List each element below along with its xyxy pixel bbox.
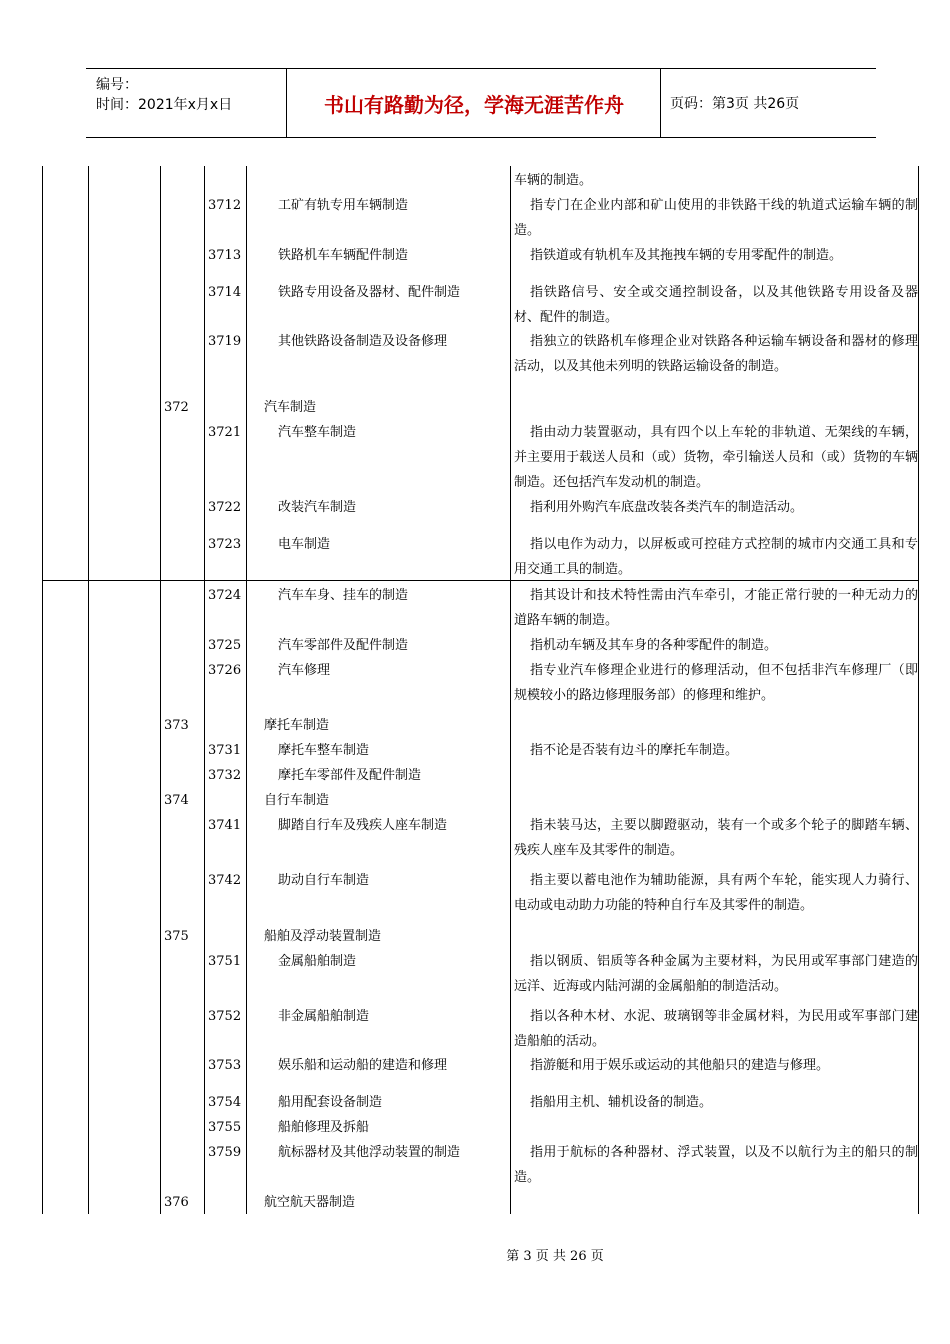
row-description: 指以钢质、铝质等各种金属为主要材料，为民用或军事部门建造的远洋、近海或内陆河湖的金属船舶的制造活动。 <box>514 954 918 994</box>
row-name: 船舶及浮动装置制造 <box>264 929 382 944</box>
page-header <box>86 68 876 138</box>
row-code: 3725 <box>208 638 242 653</box>
row-code: 3719 <box>208 334 242 349</box>
row-name: 航标器材及其他浮动装置的制造 <box>278 1145 461 1160</box>
row-description: 指由动力装置驱动，具有四个以上车轮的非轨道、无架线的车辆，并主要用于载送人员和（或）货物，牵引输送人员和（或）货物的车辆制造。还包括汽车发动机的制造。 <box>514 425 918 490</box>
row-subclass-code: 375 <box>164 929 189 944</box>
row-name: 航空航天器制造 <box>264 1195 356 1210</box>
row-description: 指未装马达，主要以脚蹬驱动，装有一个或多个轮子的脚踏车辆、残疾人座车及其零件的制造。 <box>514 818 918 858</box>
row-code: 3751 <box>208 954 242 969</box>
row-name: 铁路专用设备及器材、配件制造 <box>278 285 461 300</box>
column-divider <box>88 166 89 1214</box>
header-divider <box>286 69 287 137</box>
row-name: 电车制造 <box>278 537 331 552</box>
header-time: 时间：2021年x月x日 <box>96 97 233 113</box>
row-code: 3724 <box>208 588 242 603</box>
row-name: 汽车整车制造 <box>278 425 357 440</box>
row-description: 指以各种木材、水泥、玻璃钢等非金属材料，为民用或军事部门建造船舶的活动。 <box>514 1009 918 1049</box>
row-code: 3741 <box>208 818 242 833</box>
row-description: 车辆的制造。 <box>514 173 593 188</box>
row-name: 汽车零部件及配件制造 <box>278 638 409 653</box>
row-code: 3726 <box>208 663 242 678</box>
row-name: 船用配套设备制造 <box>278 1095 383 1110</box>
row-description: 指用于航标的各种器材、浮式装置，以及不以航行为主的船只的制造。 <box>514 1145 918 1185</box>
row-code: 3723 <box>208 537 242 552</box>
row-name: 工矿有轨专用车辆制造 <box>278 198 409 213</box>
row-subclass-code: 376 <box>164 1195 189 1210</box>
row-subclass-code: 373 <box>164 718 189 733</box>
row-description: 指铁路信号、安全或交通控制设备，以及其他铁路专用设备及器材、配件的制造。 <box>514 285 918 325</box>
row-code: 3752 <box>208 1009 242 1024</box>
row-description: 指以电作为动力，以屏板或可控硅方式控制的城市内交通工具和专用交通工具的制造。 <box>514 537 918 577</box>
row-description: 指独立的铁路机车修理企业对铁路各种运输车辆设备和器材的修理活动，以及其他未列明的铁路运输设备的制造。 <box>514 334 918 374</box>
row-description: 指主要以蓄电池作为辅助能源，具有两个车轮，能实现人力骑行、电动或电动助力功能的特种自行车及其零件的制造。 <box>514 873 918 913</box>
header-divider <box>660 69 661 137</box>
header-number: 编号： <box>96 77 138 93</box>
row-name: 自行车制造 <box>264 793 330 808</box>
row-subclass-code: 372 <box>164 400 189 415</box>
row-code: 3713 <box>208 248 242 263</box>
row-description: 指机动车辆及其车身的各种零配件的制造。 <box>530 638 778 653</box>
page-footer: 第 3 页 共 26 页 <box>506 1249 604 1264</box>
row-name: 其他铁路设备制造及设备修理 <box>278 334 448 349</box>
column-divider <box>160 166 161 1214</box>
row-description: 指不论是否装有边斗的摩托车制造。 <box>530 743 739 758</box>
row-name: 汽车修理 <box>278 663 331 678</box>
row-code: 3722 <box>208 500 242 515</box>
row-description: 指专门在企业内部和矿山使用的非铁路干线的轨道式运输车辆的制造。 <box>514 198 918 238</box>
column-divider <box>246 166 247 1214</box>
row-name: 铁路机车车辆配件制造 <box>278 248 409 263</box>
row-code: 3714 <box>208 285 242 300</box>
row-name: 汽车车身、挂车的制造 <box>278 588 409 603</box>
row-name: 摩托车整车制造 <box>278 743 370 758</box>
row-subclass-code: 374 <box>164 793 189 808</box>
row-name: 助动自行车制造 <box>278 873 370 888</box>
row-name: 金属船舶制造 <box>278 954 357 969</box>
row-code: 3731 <box>208 743 242 758</box>
row-name: 船舶修理及拆船 <box>278 1120 370 1135</box>
row-name: 非金属船舶制造 <box>278 1009 370 1024</box>
row-code: 3753 <box>208 1058 242 1073</box>
row-code: 3732 <box>208 768 242 783</box>
row-code: 3742 <box>208 873 242 888</box>
row-description: 指专业汽车修理企业进行的修理活动，但不包括非汽车修理厂（即规模较小的路边修理服务部）的修理和维护。 <box>514 663 918 703</box>
row-code: 3712 <box>208 198 242 213</box>
table-border-right <box>918 166 919 1214</box>
row-name: 脚踏自行车及残疾人座车制造 <box>278 818 448 833</box>
row-description: 指铁道或有轨机车及其拖拽车辆的专用零配件的制造。 <box>530 248 843 263</box>
row-code: 3755 <box>208 1120 242 1135</box>
row-description: 指利用外购汽车底盘改装各类汽车的制造活动。 <box>530 500 804 515</box>
row-code: 3721 <box>208 425 242 440</box>
column-divider <box>204 166 205 1214</box>
header-page: 页码：第3页 共26页 <box>670 96 800 112</box>
header-meta <box>96 75 232 115</box>
header-motto: 书山有路勤为径，学海无涯苦作舟 <box>324 92 624 117</box>
row-code: 3754 <box>208 1095 242 1110</box>
row-name: 摩托车制造 <box>264 718 330 733</box>
row-name: 摩托车零部件及配件制造 <box>278 768 422 783</box>
row-description: 指其设计和技术特性需由汽车牵引，才能正常行驶的一种无动力的道路车辆的制造。 <box>514 588 918 628</box>
column-divider <box>510 166 511 1214</box>
table-border-left <box>42 166 43 1214</box>
row-name: 改装汽车制造 <box>278 500 357 515</box>
row-name: 汽车制造 <box>264 400 317 415</box>
row-name: 娱乐船和运动船的建造和修理 <box>278 1058 448 1073</box>
row-code: 3759 <box>208 1145 242 1160</box>
row-description: 指船用主机、辅机设备的制造。 <box>530 1095 713 1110</box>
row-description: 指游艇和用于娱乐或运动的其他船只的建造与修理。 <box>530 1058 830 1073</box>
